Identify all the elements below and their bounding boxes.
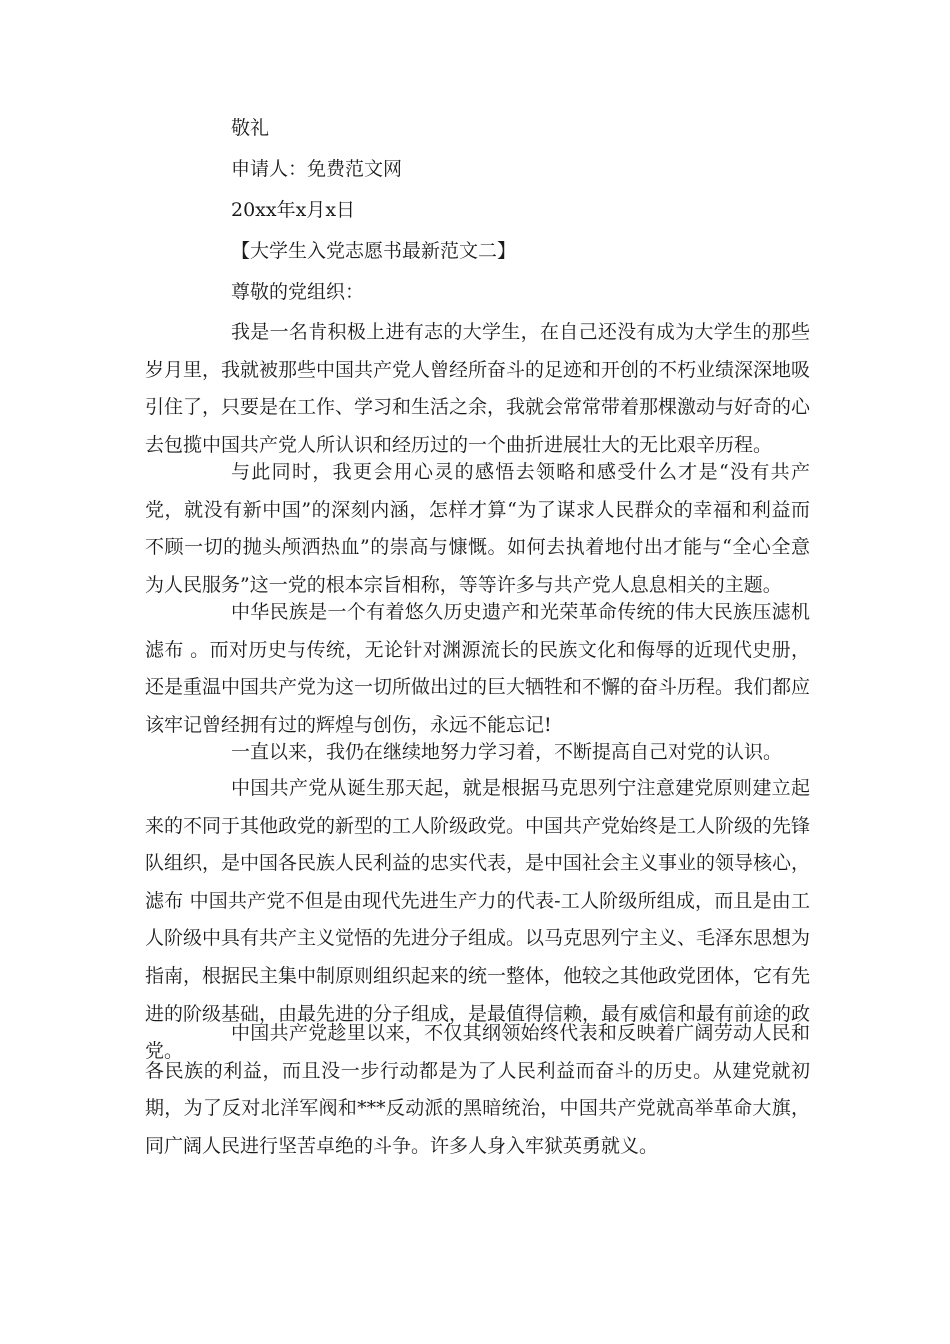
paragraph-5: 中国共产党从诞生那天起，就是根据马克思列宁注意建党原则建立起来的不同于其他政党的新型的工人阶级政党。中国共产党始终是工人阶级的先锋队组织，是中国各民族人民利益的忠实代表，是中国社会主义事业的领导核心，滤布 中国共产党不但是由现代先进生产力的代表-工人阶级所组成，而且是由工人阶级中具有共产主义觉悟的先进分子组成。以马克思列宁主义、毛泽东思想为指南，根据民主集中制原则组织起来的统一整体，他较之其他政党团体，它有先进的阶级基础，由最先进的分子组成，是最值得信赖，最有威信和最有前途的政党。 [145,777,811,1063]
closing-salute: 敬礼 [231,117,270,139]
paragraph-4: 一直以来，我仍在继续地努力学习着，不断提高自己对党的认识。 [231,741,783,763]
date-line: 20xx年x月x日 [231,199,356,221]
paragraph-1: 我是一名肯积极上进有志的大学生，在自己还没有成为大学生的那些岁月里，我就被那些中国共产党人曾经所奋斗的足迹和开创的不朽业绩深深地吸引住了，只要是在工作、学习和生活之余，我就会常常带着那棵激动与好奇的心去包揽中国共产党人所认识和经历过的一个曲折进展壮大的无比艰辛历程。 [145,321,811,456]
paragraph-2: 与此同时，我更会用心灵的感悟去领略和感受什么才是“没有共产党，就没有新中国”的深刻内涵，怎样才算“为了谋求人民群众的幸福和利益而不顾一切的抛头颅洒热血”的崇高与慷慨。如何去执着地付出才能与“全心全意为人民服务”这一党的根本宗旨相称，等等许多与共产党人息息相关的主题。 [145,461,810,596]
paragraph-6: 中国共产党趁里以来，不仅其纲领始终代表和反映着广阔劳动人民和各民族的利益，而且没一步行动都是为了人民利益而奋斗的历史。从建党就初期，为了反对北洋军阀和***反动派的黑暗统治，中国共产党就高举革命大旗，同广阔人民进行坚苦卓绝的斗争。许多人身入牢狱英勇就义。 [145,1022,810,1157]
paragraph-3: 中华民族是一个有着悠久历史遗产和光荣革命传统的伟大民族压滤机滤布 。而对历史与传统，无论针对渊源流长的民族文化和侮辱的近现代史册，还是重温中国共产党为这一切所做出过的巨大牺牲和不懈的奋斗历程。我们都应该牢记曾经拥有过的辉煌与创伤，永远不能忘记! [145,601,811,736]
applicant-line: 申请人：免费范文网 [231,158,403,180]
greeting: 尊敬的党组织： [231,281,365,303]
section-title: 【大学生入党志愿书最新范文二】 [231,240,517,262]
